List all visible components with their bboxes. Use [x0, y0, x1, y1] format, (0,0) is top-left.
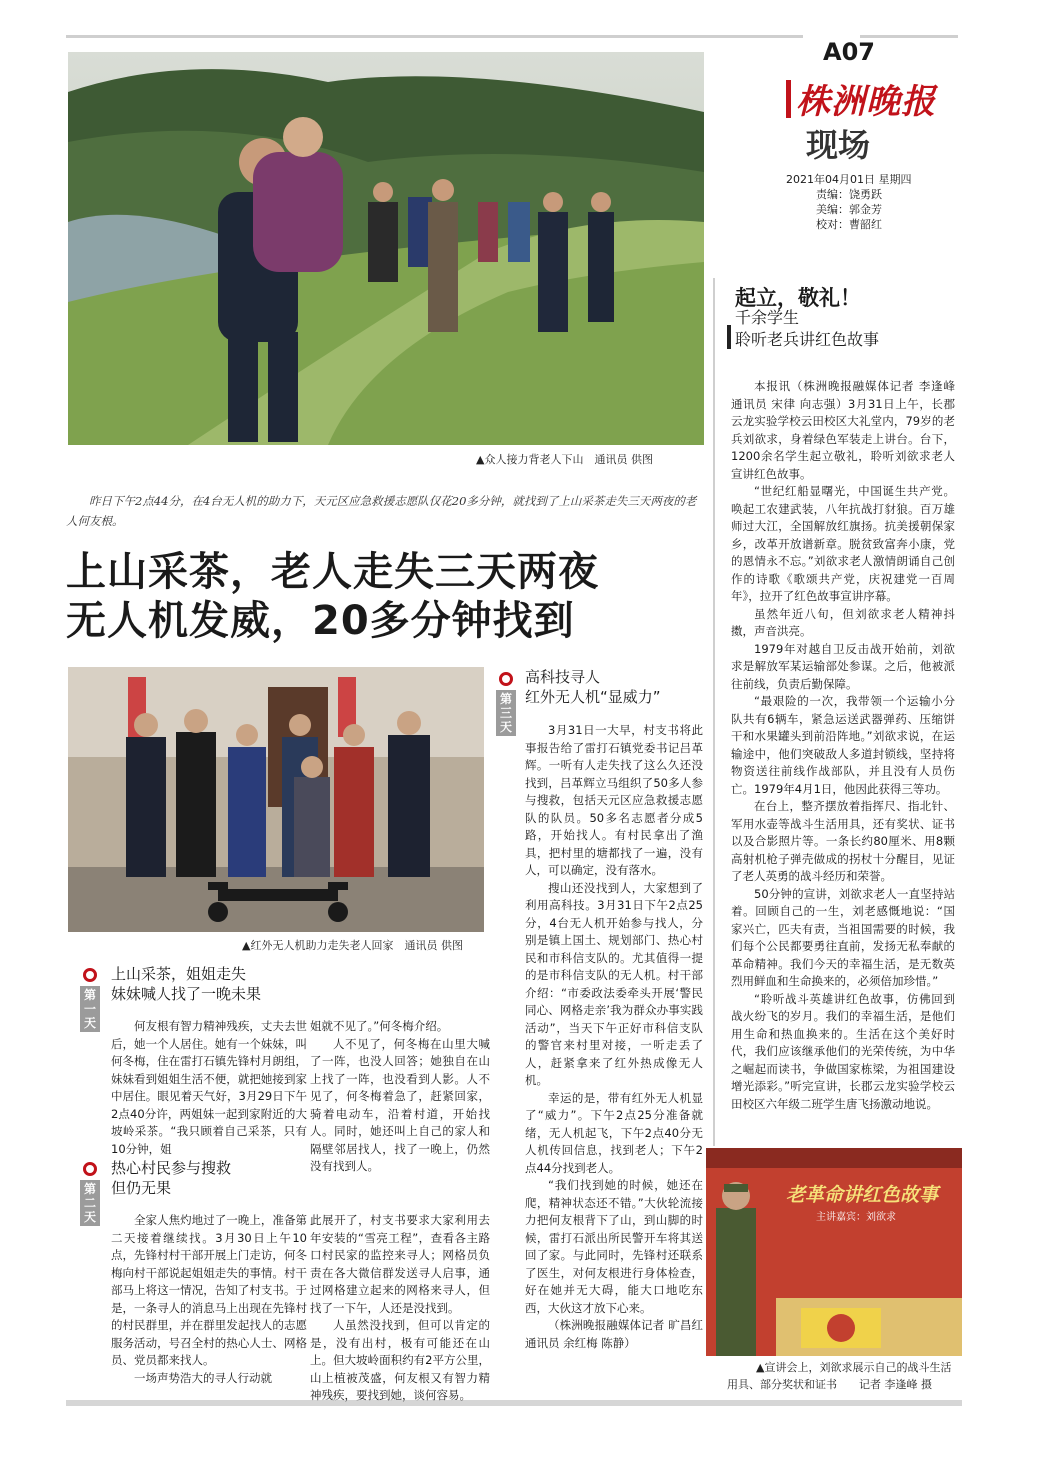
main-photo-illustration [68, 52, 704, 445]
logo-accent-bar [786, 80, 791, 118]
right-subtitle-2: 聆听老兵讲红色故事 [735, 330, 880, 349]
speaker-photo [706, 1148, 962, 1356]
page-number: A07 [823, 38, 875, 66]
right-story-title: 起立，敬礼！ [735, 286, 861, 310]
day3-byline: （株洲晚报融媒体记者 旷昌红 通讯员 余红梅 陈静） [525, 1318, 703, 1350]
day2-column-a: 全家人焦灼地过了一晚上，准备第二天接着继续找。3月30日上午10点，先锋村村干部开展上门走访，何冬梅向村干部说起姐姐走失的事情。村干部马上将这一情况，告知了村支书。于是，一条寻人的消息马上出现在先锋村的村民群里，并在群里发起找人的志愿服务活动，号召全村的热心人士、网格员、党员都来找人。 一场声势浩大的寻人行动就 [111, 1213, 307, 1385]
editor-credit: 责编：饶勇跃 [816, 188, 882, 201]
headline-line-2: 无人机发威，20多分钟找到 [66, 598, 575, 644]
day2-badge-label: 第 二 天 [80, 1180, 100, 1226]
right-title-accent [727, 325, 731, 349]
main-photo [68, 52, 704, 445]
day2-heading [111, 1158, 231, 1198]
lead-paragraph: 昨日下午2点44分，在4台无人机的助力下，天元区应急救援志愿队仅花20多分钟，就找到了上山采茶走失三天两夜的老人何友根。 [66, 494, 697, 528]
speaker-photo-caption-2: 用具、部分奖状和证书 记者 李逢峰 摄 [727, 1378, 932, 1391]
day1-badge-icon [83, 968, 97, 982]
right-story-subtitle [735, 307, 879, 351]
headline-line-1: 上山采茶，老人走失三天两夜 [66, 549, 599, 595]
speaker-photo-caption-1: ▲宣讲会上，刘欲求展示自己的战斗生活 [756, 1361, 952, 1374]
proofreader-credit: 校对：曹韶红 [816, 218, 882, 231]
right-subtitle-1: 千余学生 [735, 308, 800, 327]
day3-badge [496, 672, 516, 736]
group-photo-caption: ▲红外无人机助力走失老人回家 通讯员 供图 [242, 939, 463, 952]
day1-column-a: 何友根有智力精神残疾，丈夫去世后，她一个人居住。她有一个妹妹，叫何冬梅，住在雷打石镇先锋村月朗组，妹妹看到姐姐生活不便，就把她接到家中居住。眼见着天气好，3月29日下午2点40分许，两姐妹一起到家附近的大坡岭采茶。“我只顾着自己采茶，只有10分钟，姐 [111, 1019, 307, 1156]
day1-badge [80, 968, 100, 1032]
day3-column: 3月31日一大早，村支书将此事报告给了雷打石镇党委书记吕革辉。一听有人走失找了这么久还没找到，吕革辉立马组织了50多人参与搜救，包括天元区应急救援志愿队的队员。50多名志愿者分成5路，开始找人。有村民拿出了渔具，把村里的塘都找了一遍，没有人，可以确定，没有落水。 搜山还没找到人，大家想到了利用高科技。3月31日下午2点25分，4台无人机开始参与找人，分别是镇上国土、规划部门、热心村民和市科信支队的。尤其值得一提的是市科信支队的无人机。村干部介绍：“市委政法委牵头开展‘警民同心、网格走亲’我为群众办事实践活动”，当天下午正好市科信支队的警官来村里对接，一听走丢了人，赶紧拿来了红外热成像无人机。 幸运的是，带有红外无人机显了“威力”。下午2点25分准备就绪，无人机起飞，下午2点40分无人机传回信息，找到老人；下午2点44分找到老人。 “我们找到她的时候，她还在爬，精神状态还不错。”大伙轮流接力把何友根背下了山，到山脚的时候，雷打石派出所民警开车将其送回了家。与此同时，先锋村还联系了医生，对何友根进行身体检查，好在她并无大碍，能大口地吃东西，大伙这才放下心来。 （株洲晚报融媒体记者 旷昌红 通讯员 余红梅 陈静） [525, 722, 703, 1352]
day3-title-1: 高科技寻人 [525, 668, 601, 686]
newspaper-logo: 株洲晚报 [796, 82, 936, 122]
speaker-photo-banner: 老革命讲红色故事 [786, 1184, 939, 1206]
day2-badge-icon [83, 1162, 97, 1176]
day2-column-b: 此展开了，村支书要求大家利用去年安装的“雪亮工程”，查看各主路口村民家的监控来寻人；网格员负责在各大微信群发送寻人启事，通过网格建立起来的网格来寻人，但找了一下午，人还是没找到。 人虽然没找到，但可以肯定的是，没有出村，极有可能还在山上。但大坡岭面积约有2平方公里，山上植被茂盛，何友根又有智力精神残疾，要找到她，谈何容易。 [310, 1213, 490, 1402]
edition-date: 2021年04月01日 星期四 [786, 173, 912, 186]
day1-title-1: 上山采茶，姐姐走失 [111, 965, 247, 983]
group-photo-illustration [68, 667, 484, 932]
day1-column-b: 姐就不见了。”何冬梅介绍。 人不见了，何冬梅在山里大喊了一阵，也没人回答；她独自在山上找了一阵，也没看到人影。人不见了，何冬梅着急了，赶紧回家，骑着电动车，沿着村道，开始找人。同时，她还叫上自己的家人和隔壁邻居找人，找了一晚上，仍然没有找到人。 [310, 1019, 490, 1173]
day3-heading [525, 667, 661, 707]
day1-heading [111, 964, 261, 1004]
designer-credit: 美编：郭金芳 [816, 203, 882, 216]
column-divider [713, 278, 715, 1146]
right-story-body: 本报讯（株洲晚报融媒体记者 李逢峰 通讯员 宋律 向志强）3月31日上午，长郡云龙实验学校云田校区大礼堂内，79岁的老兵刘欲求，身着绿色军装走上讲台。台下，1200余名学生起立敬礼，聆听刘欲求老人宣讲红色故事。 “世纪红船显曙光，中国诞生共产党。唤起工农建武装，八年抗战打豺狼。百万雄师过大江，全国解放红旗扬。抗美援朝保家乡，改革开放谱新章。脱贫致富奔小康，党的恩情永不忘。”刘欲求老人激情朗诵自己创作的诗歌《歌颂共产党，庆祝建党一百周年》，拉开了红色故事宣讲序幕。 虽然年近八旬，但刘欲求老人精神抖擞，声音洪亮。 1979年对越自卫反击战开始前，刘欲求是解放军某运输部处参谋。之后，他被派往前线，负责后勤保障。 “最艰险的一次，我带领一个运输小分队共有6辆车，紧急运送武器弹药、压缩饼干和水果罐头到前沿阵地。”刘欲求说，在运输途中，他们突破敌人多道封锁线，坚持将物资送往前线作战部队，并且没有人员伤亡。1979年4月1日，他因此获得三等功。 在台上，整齐摆放着指挥尺、指北针、军用水壶等战斗生活用具，还有奖状、证书以及合影照片等。一条长约80厘米、用8颗高射机枪子弹壳做成的拐杖十分醒目，见证了老人英勇的战斗经历和荣誉。 50分钟的宣讲，刘欲求老人一直坚持站着。回顾自己的一生，刘老感慨地说：“国家兴亡，匹夫有责，当祖国需要的时候，我们每个公民都要勇往直前，发扬无私奉献的革命精神。我们今天的幸福生活，是无数英烈用鲜血和生命换来的，必须倍加珍惜。” “聆听战斗英雄讲红色故事，仿佛回到战火纷飞的岁月。我们的幸福生活，是他们用生命和热血换来的。生活在这个美好时代，我们应该继承他们的光荣传统，为中华之崛起而读书，争做国家栋梁，为祖国建设增光添彩。”听完宣讲，长郡云龙实验学校云田校区六年级二班学生唐飞扬激动地说。 [731, 379, 955, 1111]
top-rule [66, 35, 803, 38]
day1-title-2: 妹妹喊人找了一晚未果 [111, 985, 262, 1003]
day2-title-1: 热心村民参与搜救 [111, 1159, 232, 1177]
day2-badge [80, 1162, 100, 1226]
edition-meta [786, 172, 956, 232]
day3-title-2: 红外无人机“显威力” [525, 688, 661, 706]
day3-badge-label: 第 三 天 [496, 690, 516, 736]
main-photo-caption: ▲众人接力背老人下山 通讯员 供图 [476, 453, 653, 466]
day2-title-2: 但仍无果 [111, 1179, 172, 1197]
group-photo [68, 667, 484, 932]
day3-badge-icon [499, 672, 513, 686]
speaker-photo-name: 主讲嘉宾：刘欲求 [816, 1212, 896, 1223]
headline [66, 548, 599, 646]
section-title: 现场 [806, 126, 871, 164]
bottom-rule [66, 1400, 962, 1406]
day1-badge-label: 第 一 天 [80, 986, 100, 1032]
